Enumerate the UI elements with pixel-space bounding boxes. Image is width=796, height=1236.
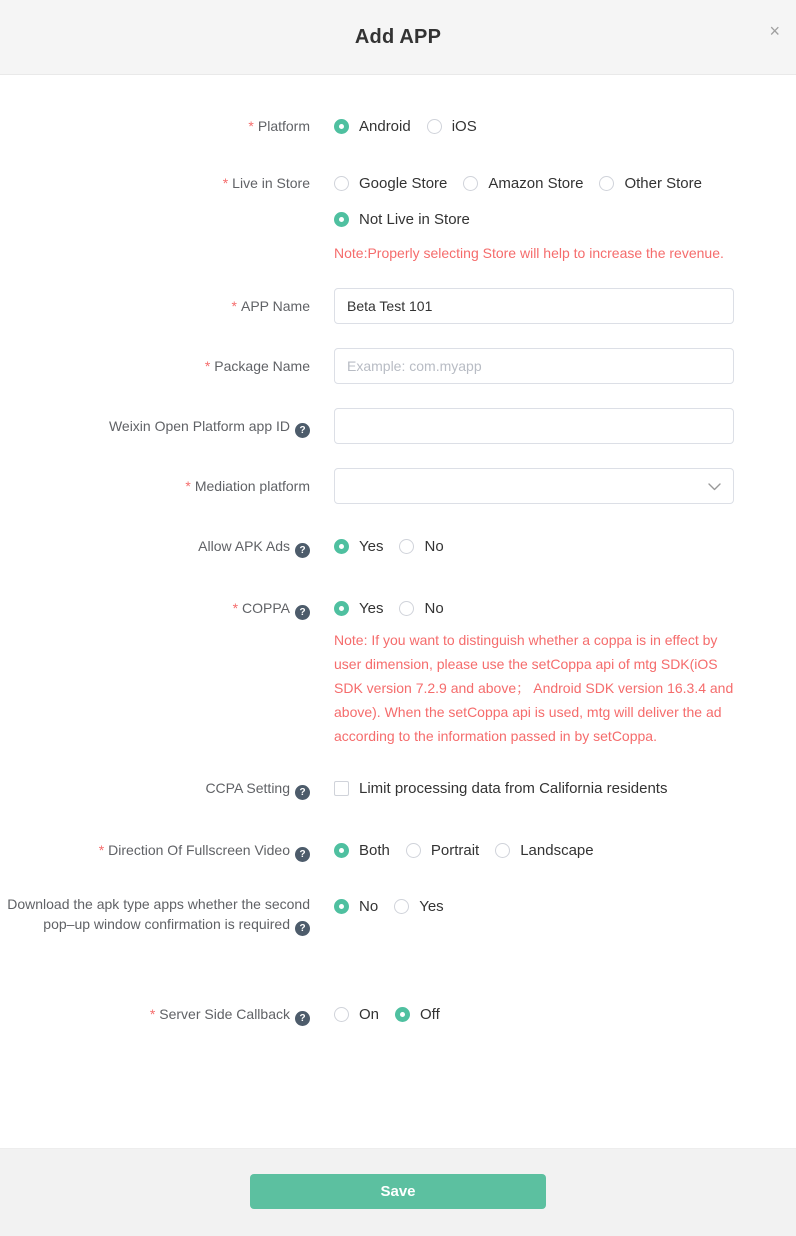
live-in-store-label-text: Live in Store — [232, 175, 310, 191]
radio-download-yes[interactable] — [394, 898, 443, 915]
radio-apk-ads-yes[interactable] — [334, 538, 383, 555]
form-row-server-side-callback — [0, 1004, 796, 1026]
radio-label: Both — [359, 841, 390, 859]
store-note: Note:Properly selecting Store will help to increase the revenue. — [334, 245, 724, 261]
radio-unselected-icon — [399, 601, 414, 616]
radio-direction-both[interactable] — [334, 842, 390, 859]
help-icon[interactable]: ? — [295, 921, 310, 936]
app-name-label — [0, 288, 310, 324]
radio-selected-icon — [334, 539, 349, 554]
form-row-live-in-store — [0, 173, 796, 264]
live-in-store-radio-group — [334, 209, 796, 229]
ccpa-setting-label-text: CCPA Setting — [205, 780, 290, 796]
package-name-input[interactable] — [334, 348, 734, 384]
form-row-app-name — [0, 288, 796, 324]
form-row-allow-apk-ads — [0, 536, 796, 558]
weixin-app-id-label — [0, 408, 310, 444]
radio-selected-icon — [334, 601, 349, 616]
radio-other-store[interactable] — [599, 175, 702, 192]
radio-selected-icon — [334, 212, 349, 227]
radio-unselected-icon — [399, 539, 414, 554]
radio-direction-portrait[interactable] — [406, 842, 479, 859]
required-mark: * — [204, 358, 211, 374]
form-row-platform — [0, 116, 796, 136]
required-mark: * — [149, 1006, 156, 1022]
platform-radio-group — [334, 116, 796, 136]
live-in-store-radio-group — [334, 173, 796, 193]
modal-title: Add APP — [354, 25, 442, 48]
radio-unselected-icon — [599, 176, 614, 191]
direction-label-text: Direction Of Fullscreen Video — [108, 842, 290, 858]
package-name-label-text: Package Name — [214, 358, 310, 374]
radio-label: On — [359, 1005, 380, 1023]
weixin-app-id-input[interactable] — [334, 408, 734, 444]
help-icon[interactable]: ? — [295, 423, 310, 438]
required-mark: * — [248, 118, 254, 134]
close-icon[interactable]: × — [769, 21, 780, 41]
platform-label — [0, 116, 310, 136]
radio-ios[interactable] — [427, 118, 477, 135]
allow-apk-ads-label-text: Allow APK Ads — [198, 538, 290, 554]
form-row-weixin-app-id — [0, 408, 796, 444]
radio-selected-icon — [334, 899, 349, 914]
radio-google-store[interactable] — [334, 175, 447, 192]
form-row-download-confirm — [0, 894, 796, 936]
radio-label: Yes — [419, 897, 444, 915]
radio-unselected-icon — [334, 1007, 349, 1022]
help-icon[interactable]: ? — [295, 543, 310, 558]
direction-radio-group — [334, 840, 796, 860]
radio-unselected-icon — [495, 843, 510, 858]
radio-label: Off — [420, 1005, 440, 1023]
download-confirm-label-text: Download the apk type apps whether the second pop–up window confirmation is required — [7, 896, 310, 932]
radio-label: iOS — [451, 117, 477, 135]
radio-unselected-icon — [463, 176, 478, 191]
radio-label: Not Live in Store — [359, 210, 470, 228]
form-row-package-name — [0, 348, 796, 384]
radio-android[interactable] — [334, 118, 411, 135]
help-icon[interactable]: ? — [295, 605, 310, 620]
radio-unselected-icon — [427, 119, 442, 134]
download-confirm-label — [0, 894, 310, 936]
required-mark: * — [222, 175, 229, 191]
radio-unselected-icon — [394, 899, 409, 914]
weixin-app-id-label-text: Weixin Open Platform app ID — [108, 418, 290, 434]
radio-label: Yes — [359, 537, 384, 555]
radio-label: Yes — [359, 599, 384, 617]
coppa-radio-group — [334, 598, 796, 618]
live-in-store-label — [0, 173, 310, 264]
server-side-callback-radio-group — [334, 1004, 796, 1024]
radio-coppa-yes[interactable] — [334, 600, 383, 617]
radio-not-live-in-store[interactable] — [334, 211, 470, 228]
mediation-platform-select[interactable] — [334, 468, 734, 504]
coppa-label — [0, 598, 310, 748]
platform-label-text: Platform — [257, 118, 310, 134]
radio-label: Amazon Store — [488, 174, 584, 192]
radio-label: Android — [359, 117, 411, 135]
help-icon[interactable]: ? — [295, 847, 310, 862]
form-row-direction-fullscreen-video — [0, 840, 796, 862]
radio-callback-off[interactable] — [395, 1006, 440, 1023]
radio-amazon-store[interactable] — [463, 175, 583, 192]
modal-header — [0, 0, 796, 75]
add-app-form — [0, 75, 796, 1148]
radio-direction-landscape[interactable] — [495, 842, 593, 859]
radio-label: Google Store — [359, 174, 448, 192]
app-name-label-text: APP Name — [241, 298, 310, 314]
server-side-callback-label-text: Server Side Callback — [159, 1006, 290, 1022]
radio-label: Landscape — [520, 841, 594, 859]
modal-footer — [0, 1148, 796, 1236]
required-mark: * — [232, 600, 239, 616]
radio-selected-icon — [334, 843, 349, 858]
help-icon[interactable]: ? — [295, 1011, 310, 1026]
server-side-callback-label — [0, 1004, 310, 1026]
radio-download-no[interactable] — [334, 898, 378, 915]
direction-label — [0, 840, 310, 862]
mediation-platform-label-text: Mediation platform — [194, 478, 310, 494]
form-row-ccpa-setting — [0, 778, 796, 800]
chevron-down-icon — [708, 483, 721, 491]
form-row-mediation-platform — [0, 468, 796, 504]
required-mark: * — [185, 478, 191, 494]
allow-apk-ads-label — [0, 536, 310, 558]
mediation-platform-label — [0, 468, 310, 504]
coppa-note: Note: If you want to distinguish whether a coppa is in effect by user dimension, please use the setCoppa api of mtg SDK(iOS SDK version 7.2.9 and above； Android SDK version 16.3.4 and above). When the setCoppa api is used, mtg will deliver the ad according to the information passed in by setCoppa. — [334, 632, 734, 744]
package-name-label — [0, 348, 310, 384]
radio-label: No — [424, 599, 444, 617]
radio-label: Other Store — [624, 174, 702, 192]
radio-label: Portrait — [430, 841, 480, 859]
checkbox-unchecked-icon — [334, 781, 349, 796]
radio-coppa-no[interactable] — [399, 600, 443, 617]
radio-callback-on[interactable] — [334, 1006, 379, 1023]
ccpa-checkbox-label: Limit processing data from California residents — [359, 779, 668, 797]
form-row-coppa — [0, 598, 796, 748]
radio-label: No — [424, 537, 444, 555]
allow-apk-ads-radio-group — [334, 536, 796, 556]
ccpa-setting-label — [0, 778, 310, 800]
app-name-input[interactable] — [334, 288, 734, 324]
radio-unselected-icon — [406, 843, 421, 858]
help-icon[interactable]: ? — [295, 785, 310, 800]
required-mark: * — [231, 298, 237, 314]
radio-selected-icon — [395, 1007, 410, 1022]
download-confirm-radio-group — [334, 896, 796, 916]
radio-label: No — [359, 897, 379, 915]
radio-apk-ads-no[interactable] — [399, 538, 443, 555]
ccpa-checkbox[interactable] — [334, 778, 796, 798]
save-button[interactable]: Save — [250, 1174, 546, 1209]
required-mark: * — [98, 842, 105, 858]
radio-selected-icon — [334, 119, 349, 134]
radio-unselected-icon — [334, 176, 349, 191]
coppa-label-text: COPPA — [242, 600, 290, 616]
